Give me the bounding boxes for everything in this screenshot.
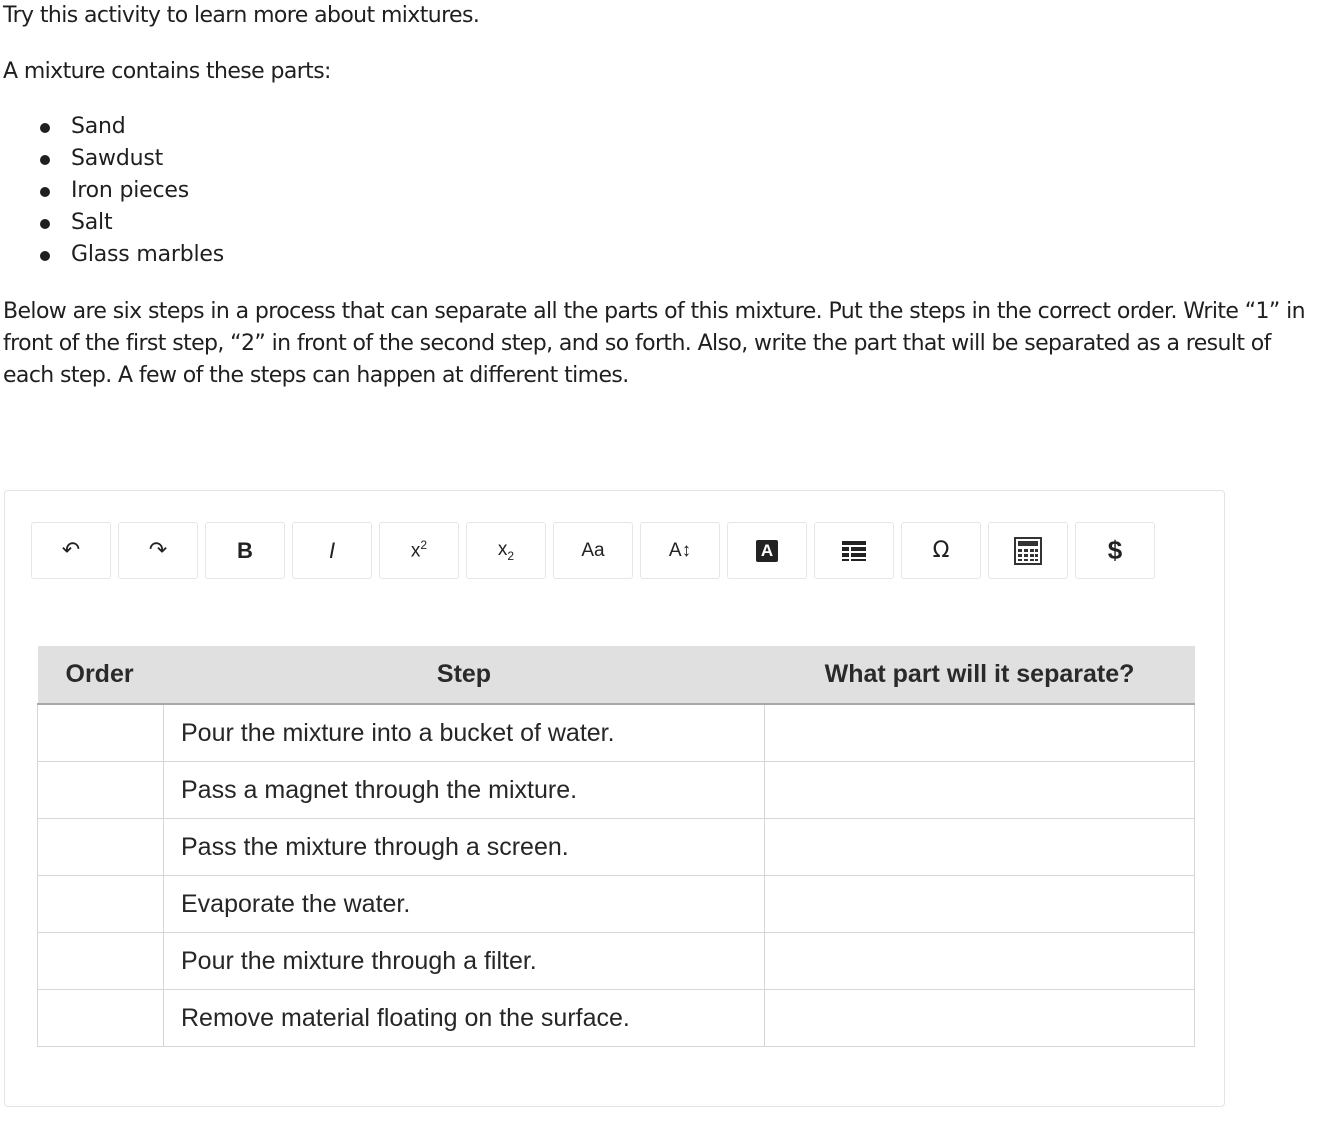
currency-button[interactable] [1075,522,1155,579]
instructions-text: Below are six steps in a process that can separate all the parts of this mixture. Put the steps in the correct order. Write “1” in front of the first step, “2” in front of the second step, and so forth. Also, write the part that will be separated as a result of each step. A few of the steps can happen at different times. [3,299,1305,388]
part-label: Glass marbles [71,242,224,267]
insert-table-button[interactable] [814,522,894,579]
table-row [38,876,1195,933]
calculator-button[interactable] [988,522,1068,579]
part-label: Salt [71,210,113,235]
list-item [0,113,224,145]
step-cell: Pass a magnet through the mixture. [164,762,765,819]
part-label: Sand [71,114,126,139]
table-row [38,933,1195,990]
header-step: Step [164,646,765,704]
step-cell: Evaporate the water. [164,876,765,933]
omega-icon: Ω [932,537,950,563]
superscript-base: x [410,540,421,562]
part-cell[interactable] [765,704,1195,762]
undo-icon: ↶ [61,537,81,563]
part-cell[interactable] [765,876,1195,933]
response-editor [4,490,1225,1107]
part-cell[interactable] [765,990,1195,1047]
order-cell[interactable] [38,876,164,933]
editor-toolbar [31,522,1155,579]
list-item [0,209,224,241]
dollar-icon: $ [1107,535,1123,565]
superscript-exponent: 2 [420,538,428,553]
superscript-icon [411,538,427,562]
order-cell[interactable] [38,819,164,876]
subscript-index: 2 [507,548,515,563]
undo-button[interactable] [31,522,111,579]
font-size-button[interactable] [640,522,720,579]
part-label: Iron pieces [71,178,189,203]
highlight-icon: A [756,540,778,562]
bold-icon: B [237,537,253,563]
step-cell: Pass the mixture through a screen. [164,819,765,876]
part-cell[interactable] [765,819,1195,876]
change-case-icon: Aa [581,539,605,561]
intro-text: Try this activity to learn more about mixtures. [3,3,480,28]
list-item [0,241,224,273]
change-case-button[interactable] [553,522,633,579]
order-cell[interactable] [38,990,164,1047]
steps-table [37,646,1195,1047]
italic-icon: I [328,537,336,563]
bullet-icon [40,251,50,261]
table-row [38,704,1195,762]
mixture-parts-list [0,113,224,273]
order-cell[interactable] [38,933,164,990]
special-character-button[interactable] [901,522,981,579]
superscript-button[interactable] [379,522,459,579]
subscript-icon [498,539,514,563]
mixture-lead-text: A mixture contains these parts: [3,59,331,84]
table-row [38,819,1195,876]
part-label: Sawdust [71,146,164,171]
table-row [38,762,1195,819]
table-header-row [38,646,1195,704]
bullet-icon [40,155,50,165]
list-item [0,177,224,209]
bold-button[interactable] [205,522,285,579]
header-order: Order [38,646,164,704]
subscript-button[interactable] [466,522,546,579]
step-cell: Pour the mixture through a filter. [164,933,765,990]
part-cell[interactable] [765,762,1195,819]
header-part: What part will it separate? [765,646,1195,704]
list-item [0,145,224,177]
step-cell: Remove material floating on the surface. [164,990,765,1047]
italic-button[interactable] [292,522,372,579]
bullet-icon [40,123,50,133]
order-cell[interactable] [38,762,164,819]
part-cell[interactable] [765,933,1195,990]
calculator-icon [1014,537,1042,565]
subscript-base: x [497,538,508,560]
bullet-icon [40,187,50,197]
highlight-button[interactable] [727,522,807,579]
redo-icon: ↷ [148,537,168,563]
table-row [38,990,1195,1047]
redo-button[interactable] [118,522,198,579]
bullet-icon [40,219,50,229]
order-cell[interactable] [38,704,164,762]
step-cell: Pour the mixture into a bucket of water. [164,704,765,762]
font-size-icon: A↕ [668,539,692,561]
table-icon [841,540,867,562]
